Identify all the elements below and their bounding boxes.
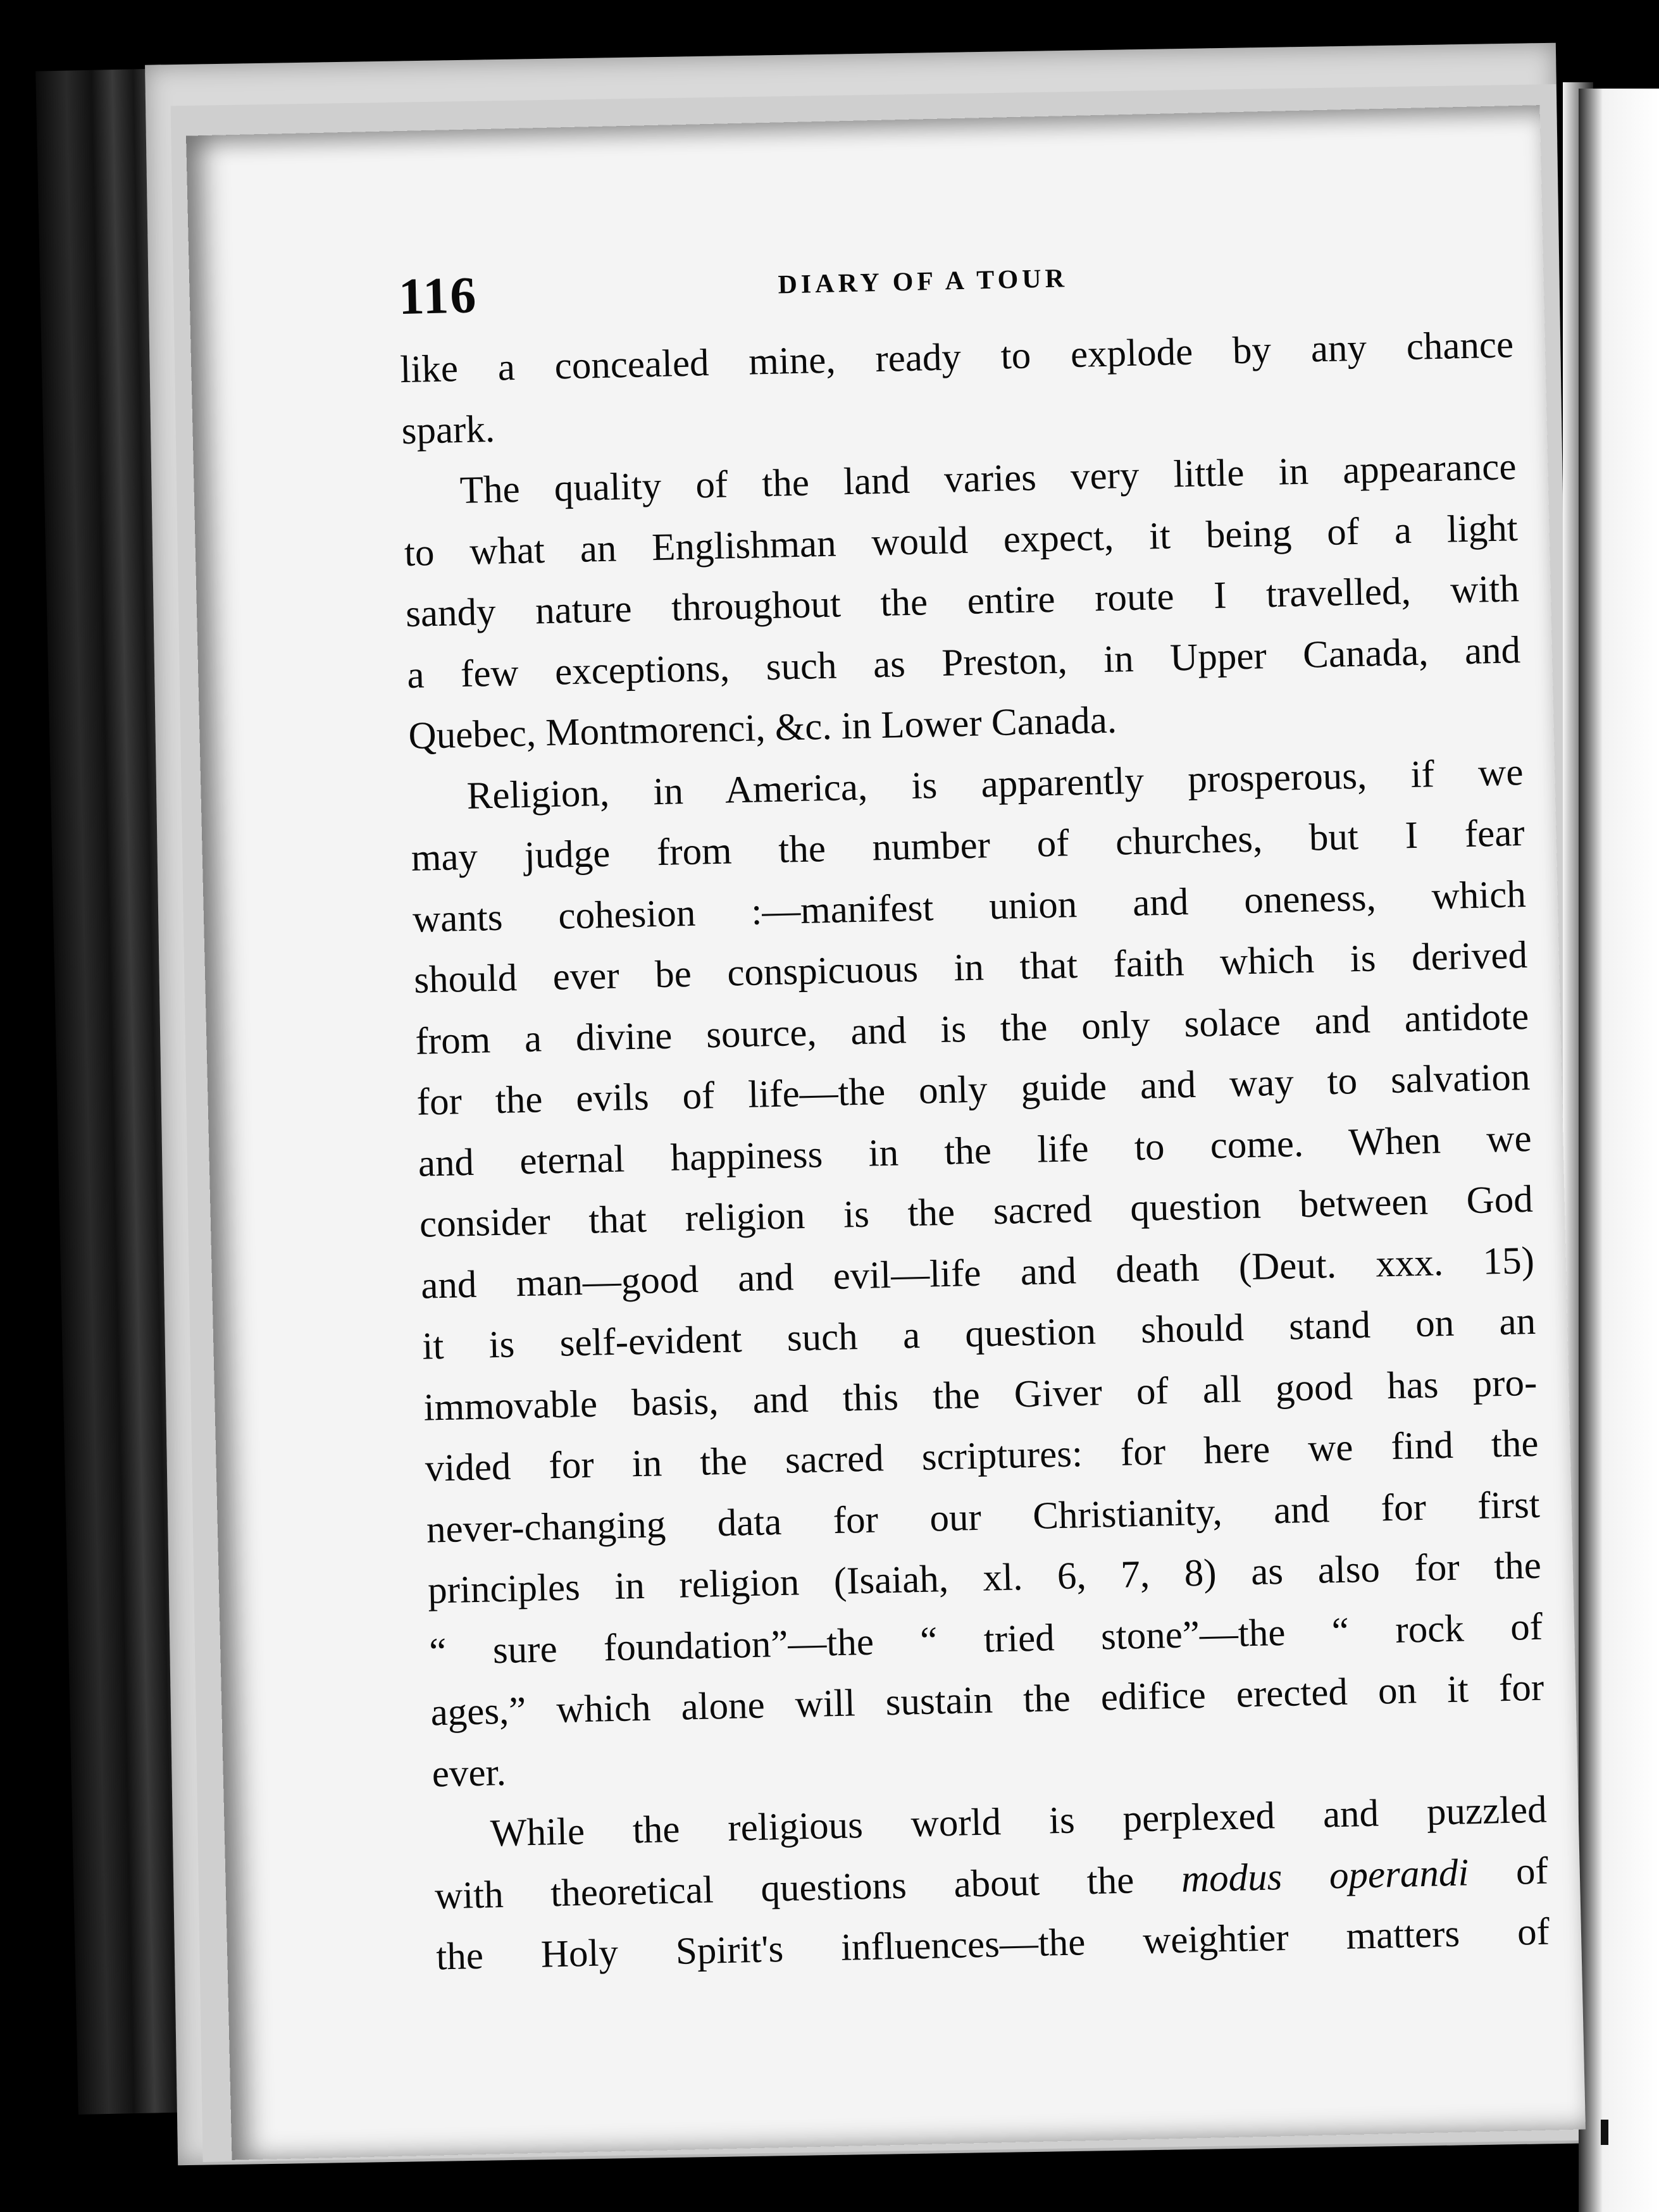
text-line: and man—good and evil—life and death (Deut. xxx. 15) [420, 1239, 1535, 1307]
page-number: 116 [397, 266, 478, 326]
edge-mark [1601, 2120, 1608, 2145]
text-line: it is self-evident such a question should stand on an [421, 1300, 1536, 1368]
text-line: While the religious world is perplexed and puzzled [490, 1788, 1548, 1855]
text-line: Religion, in America, is apparently prosperous, if we [466, 750, 1524, 817]
text-line: may judge from the number of churches, but I fear [411, 811, 1525, 879]
text-line: should ever be conspicuous in that faith which is derived [413, 933, 1528, 1002]
text-segment: of [1468, 1849, 1549, 1894]
body-text [399, 314, 1550, 1988]
text-line: from a divine source, and is the only solace and antidote [414, 995, 1529, 1063]
text-line: the Holy Spirit's influences—the weightier matters of [435, 1910, 1550, 1979]
text-line: for the evils of life—the only guide and way to salvation [416, 1055, 1531, 1124]
text-line: principles in religion (Isaiah, xl. 6, 7, 8) as also for the [427, 1544, 1542, 1612]
page-content [186, 105, 1586, 2160]
text-line: The quality of the land varies very little in appearance [459, 445, 1517, 513]
running-title: DIARY OF A TOUR [778, 264, 1069, 300]
text-line: a few exceptions, such as Preston, in Upper Canada, and [406, 628, 1521, 697]
text-line: never-changing data for our Christianity, and for first [426, 1483, 1541, 1551]
text-line: immovable basis, and this the Giver of all good has pro- [423, 1361, 1538, 1429]
text-line: vided for in the sacred scriptures: for here we find the [425, 1422, 1539, 1490]
text-line: “ sure foundation”—the “ tried stone”—the “ rock of [428, 1605, 1543, 1674]
text-line: sandy nature throughout the entire route I travelled, with [405, 568, 1520, 635]
text-line: Quebec, Montmorenci, &c. in Lower Canada. [407, 699, 1117, 757]
text-segment: with theoretical questions about the [434, 1858, 1182, 1917]
text-line: consider that religion is the sacred question between God [419, 1177, 1534, 1246]
italic-phrase: modus operandi [1181, 1851, 1469, 1901]
facing-page-edge [1579, 89, 1659, 2212]
book-page [186, 105, 1586, 2160]
text-line: like a concealed mine, ready to explode by any chance [399, 323, 1514, 392]
text-line: spark. [401, 407, 495, 452]
text-line: ever. [432, 1751, 507, 1796]
text-line: ages,” which alone will sustain the edifice erected on it for [430, 1666, 1544, 1734]
text-line: and eternal happiness in the life to come. When we [418, 1117, 1532, 1185]
text-line: to what an Englishman would expect, it being of a light [404, 506, 1519, 575]
text-line: wants cohesion :—manifest union and oneness, which [412, 873, 1527, 941]
